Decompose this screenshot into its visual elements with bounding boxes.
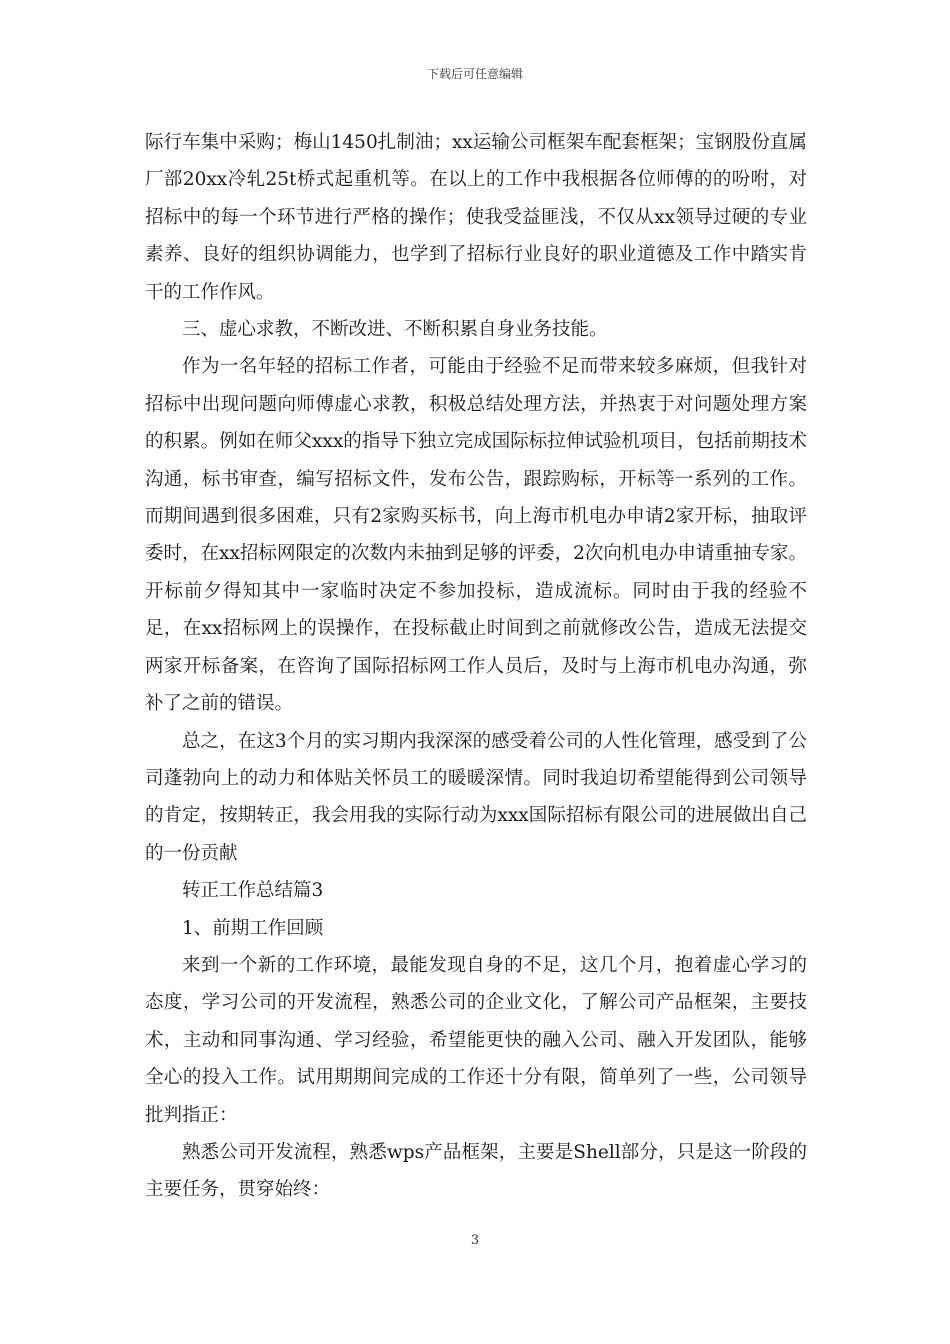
paragraph-learning: 作为一名年轻的招标工作者，可能由于经验不足而带来较多麻烦，但我针对招标中出现问题向师傅虚心求教，积极总结处理方法，并热衷于对问题处理方案的积累。例如在师父xxx的指导下独立完成国际标拉伸试验机项目，包括前期技术沟通，标书审查，编写招标文件，发布公告，跟踪购标，开标等一系列的工作。而期间遇到很多困难，只有2家购买标书，向上海市机电办申请2家开标，抽取评委时，在xx招标网限定的次数内未抽到足够的评委，2次向机电办申请重抽专家。开标前夕得知其中一家临时决定不参加投标，造成流标。同时由于我的经验不足，在xx招标网上的误操作，在投标截止时间到之前就修改公告，造成无法提交两家开标备案，在咨询了国际招标网工作人员后，及时与上海市机电办沟通，弥补了之前的错误。 (145, 356, 807, 715)
page-number: 3 (470, 1233, 480, 1248)
paragraph-conclusion: 总之，在这3个月的实习期内我深深的感受着公司的人性化管理，感受到了公司蓬勃向上的动力和体贴关怀员工的暖暖深情。同时我迫切希望能得到公司领导的肯定，按期转正，我会用我的实际行动为xxx国际招标有限公司的进展做出自己的一份贡献 (145, 730, 807, 864)
article-title: 转正工作总结篇3 (182, 880, 324, 902)
section-heading-three: 三、虚心求教，不断改进、不断积累自身业务技能。 (182, 319, 608, 341)
document-body (145, 124, 807, 1209)
paragraph-new-environment: 来到一个新的工作环境，最能发现自身的不足，这几个月，抱着虚心学习的态度，学习公司的开发流程，熟悉公司的企业文化，了解公司产品框架，主要技术，主动和同事沟通、学习经验，希望能更快的融入公司、融入开发团队，能够全心的投入工作。试用期期间完成的工作还十分有限，简单列了一些，公司领导批判指正： (145, 954, 807, 1126)
section-heading-review: 1、前期工作回顾 (182, 917, 324, 939)
page-header: 下载后可任意编辑 (426, 67, 523, 81)
paragraph-familiarize: 熟悉公司开发流程，熟悉wps产品框架，主要是Shell部分，只是这一阶段的主要任务，贯穿始终： (145, 1141, 807, 1201)
paragraph-continuation: 际行车集中采购；梅山1450扎制油；xx运输公司框架车配套框架；宝钢股份直属厂部20xx冷轧25t桥式起重机等。在以上的工作中我根据各位师傅的的吩咐，对招标中的每一个环节进行严格的操作；使我受益匪浅，不仅从xx领导过硬的专业素养、良好的组织协调能力，也学到了招标行业良好的职业道德及工作中踏实肯干的工作作风。 (145, 132, 807, 303)
